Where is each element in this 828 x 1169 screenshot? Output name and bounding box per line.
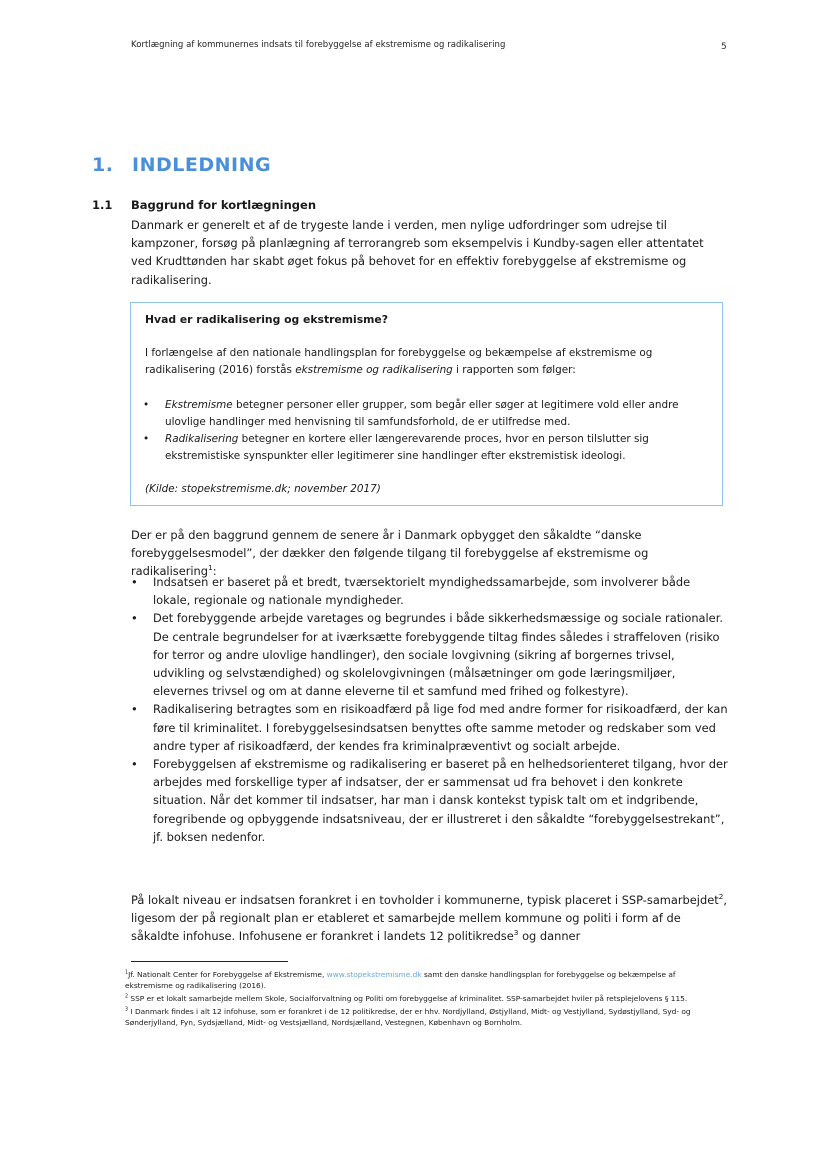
box-definition-list — [141, 397, 711, 465]
list-item: • Indsatsen er baseret på et bredt, tværsektorielt myndighedssamarbejde, som involverer både lokale, regionale og nationale myndigheder. — [131, 573, 729, 609]
definition-box — [130, 302, 723, 506]
footnote-ref-1[interactable]: 1 — [208, 563, 213, 573]
box-intro-text: I forlængelse af den nationale handlingsplan for forebyggelse og bekæmpelse af ekstremisme og radikalisering (2016) forstås — [145, 347, 653, 376]
model-bullet-list — [131, 573, 729, 846]
page-number: 5 — [721, 42, 727, 52]
footnote-mark: 2 — [125, 994, 129, 1000]
box-source: (Kilde: stopekstremisme.dk; november 2017) — [145, 483, 381, 495]
footnote-mark: 3 — [125, 1007, 129, 1013]
local-paragraph — [131, 891, 727, 946]
local-paragraph-text: På lokalt niveau er indsatsen forankret i en tovholder i kommunerne, typisk placeret i SSP-samarbejdet — [131, 893, 719, 907]
box-intro-emphasis: ekstremisme og radikalisering — [295, 364, 453, 376]
footnote-text: samt den danske handlingsplan for forebyggelse og bekæmpelse af ekstremisme og radikalisering (2016). — [125, 970, 676, 990]
section-number: 1.1 — [92, 198, 113, 212]
term-extremism: Ekstremisme — [165, 399, 233, 411]
definition-text: betegner en kortere eller længerevarende proces, hvor en person tilslutter sig ekstremistiske synspunkter eller legitimerer sine handlinger efter ekstremistisk ideologi. — [165, 433, 649, 462]
section-title: Baggrund for kortlægningen — [131, 198, 317, 212]
box-title: Hvad er radikalisering og ekstremisme? — [145, 313, 388, 326]
footnote-2 — [125, 993, 725, 1004]
term-radicalisation: Radikalisering — [165, 433, 239, 445]
footnote-mark: 1 — [125, 970, 129, 976]
chapter-heading — [92, 154, 271, 176]
model-paragraph-text: Der er på den baggrund gennem de senere år i Danmark opbygget den såkaldte “danske forebyggelsesmodel”, der dækker den følgende tilgang til forebyggelse af ekstremisme og radikalisering — [131, 528, 649, 579]
chapter-number: 1. — [92, 154, 114, 176]
local-paragraph-text: og danner — [518, 929, 581, 944]
local-paragraph-text: , ligesom der på regionalt plan er etableret et samarbejde mellem kommune og politi i form af de såkaldte infohuse. Infohusene er forankret i landets 12 politikredse — [131, 893, 728, 944]
running-header: Kortlægning af kommunernes indsats til forebyggelse af ekstremisme og radikalisering — [131, 40, 506, 50]
definition-text: betegner personer eller grupper, som begår eller søger at legitimere vold eller andre ulovlige handlinger med henvisning til samfundsforhold, de er utilfredse med. — [165, 399, 679, 428]
chapter-title: INDLEDNING — [132, 154, 272, 176]
footnotes — [125, 969, 725, 1030]
footnote-1 — [125, 969, 725, 991]
footnote-ref-3[interactable]: 3 — [513, 928, 519, 938]
footnote-3 — [125, 1006, 725, 1028]
footnote-link[interactable]: www.stopekstremisme.dk — [326, 970, 422, 979]
list-item: • Det forebyggende arbejde varetages og begrundes i både sikkerhedsmæssige og sociale rationaler. De centrale begrundelser for at iværksætte forebyggende tiltag findes således i straffeloven (risiko for terror og andre ulovlige handlinger), den sociale lovgivning (sikring af borgernes trivsel, udvikling og selvstændighed) og skolelovgivningen (målsætninger om gode læringsmiljøer, elevernes trivsel og om at danne eleverne til et samfund med frihed og folkestyre). — [131, 609, 729, 700]
box-intro-end: i rapporten som følger: — [452, 364, 576, 376]
footnote-text: I Danmark findes i alt 12 infohuse, som er forankret i de 12 politikredse, der er hhv. Nordjylland, Østjylland, Midt- og Vestjylland, Sydøstjylland, Syd- og Sønderjylland, Fyn, Sydsjælland, Midt- og Vestsjælland, Nordsjælland, Vestegnen, København og Bornholm. — [125, 1007, 691, 1027]
model-paragraph-end: : — [212, 564, 217, 579]
list-item: • Radikalisering betragtes som en risikoadfærd på lige fod med andre former for risikoadfærd, der kan føre til kriminalitet. I forebyggelsesindsatsen benyttes ofte samme metoder og redskaber som ved andre typer af risikoadfærd, der kendes fra kriminalpræventivt og socialt arbejde. — [131, 700, 729, 755]
footnote-text: SSP er et lokalt samarbejde mellem Skole, Socialforvaltning og Politi om forebyggelse af kriminalitet. SSP-samarbejdet hviler på retsplejelovens § 115. — [130, 994, 688, 1003]
definition-extremism — [141, 397, 711, 431]
definition-radicalisation — [141, 431, 711, 465]
intro-paragraph: Danmark er generelt et af de trygeste lande i verden, men nylige udfordringer som udrejse til kampzoner, forsøg på planlægning af terrorangreb som eksempelvis i Kundby-sagen eller attentatet ved Krudttønden har skabt øget fokus på behovet for en effektiv forebyggelse af ekstremisme og radikalisering. — [131, 218, 704, 287]
footnote-separator — [131, 961, 288, 962]
box-intro — [145, 345, 705, 379]
list-item: • Forebyggelsen af ekstremisme og radikalisering er baseret på en helhedsorienteret tilgang, hvor der arbejdes med forskellige typer af indsatser, der er sammensat ud fra behovet i den konkrete situation. Når det kommer til indsatser, har man i dansk kontekst typisk talt om et indgribende, foregribende og opbyggende indsatsniveau, der er illustreret i den såkaldte “forebyggelsestrekant”, jf. boksen nedenfor. — [131, 755, 729, 846]
footnote-ref-2[interactable]: 2 — [718, 892, 724, 902]
footnote-text: Jf. Nationalt Center for Forebyggelse af Ekstremisme, — [128, 970, 327, 979]
